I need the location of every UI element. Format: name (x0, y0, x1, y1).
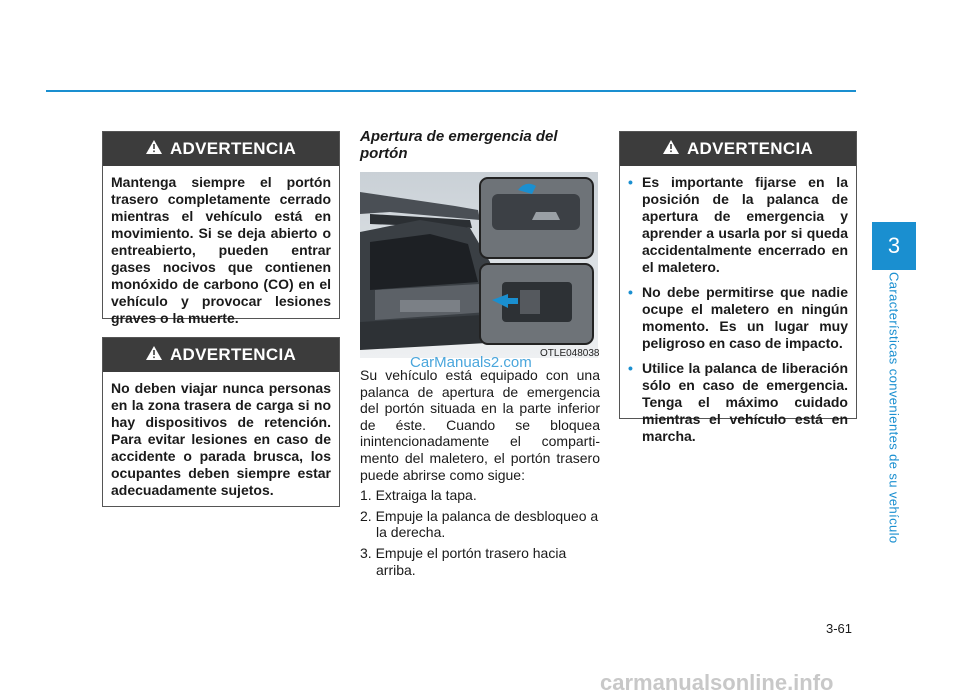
chapter-number-tab: 3 (872, 222, 916, 270)
tailgate-illustration (360, 172, 598, 358)
bullet-icon: • (628, 360, 633, 376)
warning-box-2 (102, 337, 340, 507)
body-text (360, 367, 600, 582)
steps-list (360, 487, 600, 578)
warning-header (103, 132, 339, 166)
warning-text (620, 166, 856, 461)
chapter-title-vertical (872, 272, 916, 544)
warning-triangle-icon (146, 139, 162, 159)
warning-triangle-icon (663, 139, 679, 159)
warning-header (620, 132, 856, 166)
watermark: CarManuals2.com (410, 354, 532, 371)
bullet-text: Utilice la palanca de liberación sólo en caso de emergencia. Tenga el máximo cuidado mientras el vehículo está en marcha. (642, 360, 848, 444)
section-heading-block (360, 128, 600, 162)
step-item: 1. Extraiga la tapa. (360, 487, 477, 504)
bullet-item (628, 360, 848, 445)
warning-box-3 (619, 131, 857, 444)
bullet-icon: • (628, 284, 633, 300)
bullet-item (628, 284, 848, 352)
warning-box-1 (102, 131, 340, 326)
warning-label: ADVERTENCIA (686, 139, 814, 158)
chapter-title: Características convenientes de su vehículo (886, 272, 902, 544)
warning-text: Mantenga siempre el portón trasero completamente cerrado mientras el vehículo está en movimiento. Si se deja abierto o entreabierto, pueden entrar gases nocivos que contienen monóxido de carbono (CO) en el vehículo y provocar lesiones graves o la muerte. (111, 174, 331, 326)
bullet-icon: • (628, 174, 633, 190)
step-item: 2. Empuje la palanca de desbloqueo a la derecha. (360, 507, 599, 541)
bullet-list (628, 174, 848, 445)
warning-text: No deben viajar nunca personas en la zona trasera de carga si no hay dispositivos de retención. Para evitar lesiones en caso de accidente o parada brusca, los ocupantes deben siempre estar adecuadamente sujetos. (111, 380, 331, 498)
bullet-text: Es importante fijarse en la posición de la palanca de apertura de emergencia y aprender a usarla por si queda accidentalmente encerrado en el maletero. (642, 174, 848, 275)
warning-label: ADVERTENCIA (169, 139, 297, 158)
figure-code: OTLE048038 (540, 348, 600, 359)
top-rule (46, 90, 856, 92)
warning-triangle-icon (146, 345, 162, 365)
bullet-text: No debe permitirse que nadie ocupe el maletero en ningún momento. Es un lugar muy peligroso en caso de impacto. (642, 284, 848, 351)
footer-watermark: carmanualsonline.info (600, 670, 834, 695)
section-title: Apertura de emergencia del portón (360, 128, 558, 162)
paragraph: Su vehículo está equipado con una palanca de apertura de emergencia del portón situada en la parte inferior de éste. Cuando se bloquea inintencionadamente el comparti-mento del maletero, el portón trasero puede abrirse como sigue: (360, 367, 600, 483)
warning-label: ADVERTENCIA (169, 345, 297, 364)
step-item: 3. Empuje el portón trasero hacia arriba. (360, 544, 567, 578)
bullet-item (628, 174, 848, 276)
warning-header (103, 338, 339, 372)
page-number: 3-61 (826, 621, 853, 636)
